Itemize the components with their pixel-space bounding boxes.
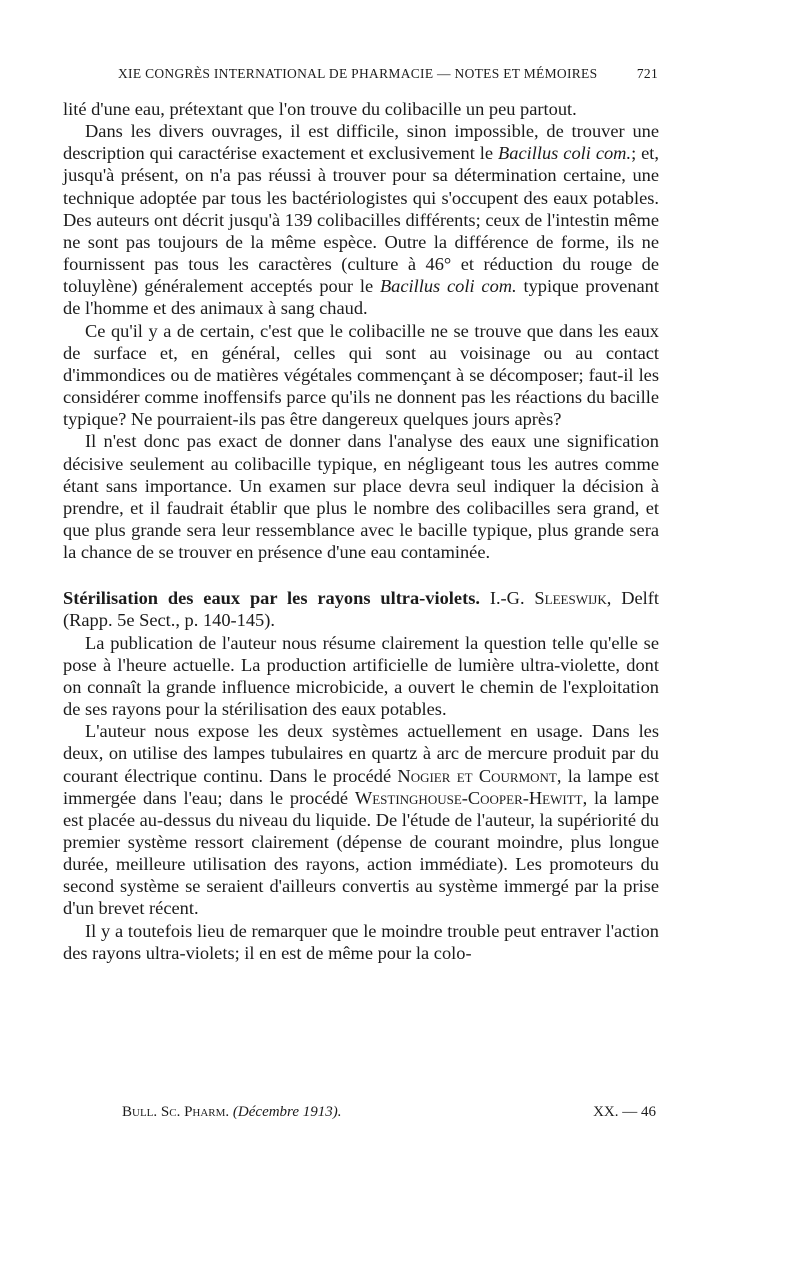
article-author: I.-G. Sleeswijk: [489, 588, 607, 609]
paragraph: [63, 720, 659, 919]
species-name: Bacillus coli com.: [379, 276, 517, 297]
article-reference: Rapp. 5e Sect., p. 140-145).: [69, 610, 275, 631]
article-title: Stérilisation des eaux par les rayons ultra-violets.: [63, 588, 480, 609]
paragraph-text: Dans les divers ouvrages, il est difficile, sinon impossible, de trouver une description qui caractérise exactement et exclusivement le: [63, 121, 659, 164]
paragraph-text: , la lampe est immergée dans l'eau; dans le procédé: [63, 765, 659, 808]
article-heading: [63, 587, 659, 631]
article-place: , Delft (: [63, 588, 659, 631]
paragraph-text: typique provenant de l'homme et des animaux à sang chaud.: [63, 276, 659, 319]
species-name: Bacillus coli com.: [498, 143, 632, 164]
paragraph: [63, 920, 659, 964]
volume-signature: XX. — 46: [593, 1104, 656, 1120]
paragraph: [63, 98, 659, 120]
paragraph-text: lité d'une eau, prétextant que l'on trouve du colibacille un peu partout.: [63, 99, 577, 119]
inventor-names: Nogier et Courmont: [397, 765, 557, 786]
paragraph: [63, 320, 659, 431]
page-footer: [122, 1104, 656, 1121]
paragraph: [63, 430, 659, 563]
inventor-names: Westinghouse-Cooper-Hewitt: [354, 787, 583, 808]
paragraph-text: Il n'est donc pas exact de donner dans l'analyse des eaux une signification décisive seulement au colibacille typique, en négligeant tous les autres comme étant sans importance. Un examen sur place devra seul indiquer la décision à prendre, et il faudrait établir que plus le nombre des colibacilles sera grand, et que plus grande sera leur ressemblance avec le bacille typique, plus grande sera la chance de se trouver en présence d'une eau contaminée.: [63, 431, 659, 563]
paragraph-text: Il y a toutefois lieu de remarquer que le moindre trouble peut entraver l'action des rayons ultra-violets; il en est de même pour la colo-: [63, 920, 659, 963]
paragraph-text: Ce qu'il y a de certain, c'est que le colibacille ne se trouve que dans les eaux de surface et, en général, celles qui sont au voisinage ou au contact d'immondices ou de matières végétales commençant à se décomposer; faut-il les considérer comme inoffensifs parce qu'ils ne donnent pas les réactions du bacille typique? Ne pourraient-ils pas être dangereux quelques jours après?: [63, 320, 659, 430]
paragraph-text: ; et, jusqu'à présent, on n'a pas réussi à trouver pour sa détermination certaine, une technique adoptée par tous les bactériologistes qui s'occupent des eaux potables. Des auteurs ont décrit jusqu'à 139 colibacilles différents; ceux de l'intestin même ne sont pas toujours de la même espèce. Outre la différence de forme, ils ne fournissent pas tous les caractères (culture à 46° et réduction du rouge de toluylène) généralement acceptés pour le: [63, 143, 660, 297]
paragraph-text: La publication de l'auteur nous résume clairement la question telle qu'elle se pose à l'heure actuelle. La production artificielle de lumière ultra-violette, dont on connaît la grande influence microbicide, a ouvert le chemin de l'exploitation de ses rayons pour la stérilisation des eaux potables.: [63, 632, 659, 720]
running-head: [118, 66, 658, 82]
issue-date: (Décembre 1913).: [232, 1104, 342, 1120]
footer-citation: [122, 1104, 342, 1121]
paragraph-text: , la lampe est placée au-dessus du niveau du liquide. De l'étude de l'auteur, la supériorité du premier système ressort clairement (dépense de courant moindre, plus longue durée, meilleure utilisation des rayons, action immédiate). Les promoteurs du second système se seraient d'ailleurs convertis au système immergé par la prise d'un brevet récent.: [63, 787, 659, 919]
page-number: 721: [636, 66, 658, 81]
paragraph-text: L'auteur nous expose les deux systèmes actuellement en usage. Dans les deux, on utilise des lampes tubulaires en quartz à arc de mercure produit par du courant électrique continu. Dans le procédé: [63, 721, 659, 786]
text-body: [63, 98, 659, 964]
journal-name: Bull. Sc. Pharm.: [122, 1104, 230, 1120]
section-gap: [63, 563, 659, 587]
paragraph: [63, 632, 659, 721]
paragraph: [63, 120, 659, 319]
running-title: XIE CONGRÈS INTERNATIONAL DE PHARMACIE — NOTES ET MÉMOIRES: [118, 66, 598, 81]
